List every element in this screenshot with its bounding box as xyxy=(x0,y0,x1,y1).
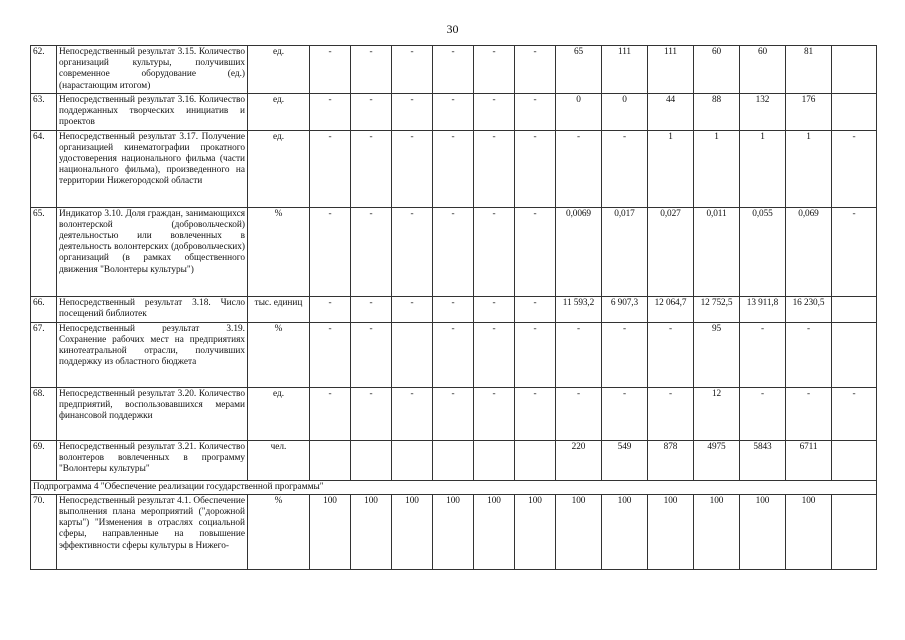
indicator-name: Непосредственный результат 3.16. Количество поддержанных творческих инициатив и проектов xyxy=(57,94,248,131)
value-cell: - xyxy=(392,94,433,131)
table-row xyxy=(31,387,877,440)
value-cell: - xyxy=(310,46,351,94)
value-cell: - xyxy=(474,322,515,387)
value-cell: 100 xyxy=(556,494,602,569)
value-cell: 13 911,8 xyxy=(740,296,786,322)
value-cell: 100 xyxy=(310,494,351,569)
value-cell: 878 xyxy=(648,440,694,480)
value-cell: 100 xyxy=(786,494,832,569)
value-cell: - xyxy=(310,130,351,207)
value-cell: - xyxy=(474,94,515,131)
value-cell: 100 xyxy=(351,494,392,569)
row-number: 67. xyxy=(31,322,57,387)
page-number: 30 xyxy=(446,22,459,36)
table-row xyxy=(31,94,877,131)
value-cell: - xyxy=(648,322,694,387)
value-cell: - xyxy=(474,387,515,440)
value-cell: - xyxy=(515,130,556,207)
indicator-name: Непосредственный результат 4.1. Обеспечение выполнения плана мероприятий ("дорожной карты") "Изменения в отраслях социальной сферы, направленные на повышение эффективности сферы культуры в Нижего- xyxy=(57,494,248,569)
value-cell: - xyxy=(351,296,392,322)
value-cell: - xyxy=(392,130,433,207)
value-cell: - xyxy=(556,322,602,387)
value-cell: - xyxy=(648,387,694,440)
value-cell: - xyxy=(351,130,392,207)
value-cell: 0,011 xyxy=(694,207,740,296)
table-body xyxy=(31,46,877,570)
indicator-name: Непосредственный результат 3.19. Сохранение рабочих мест на предприятиях кинотеатральной отрасли, получивших поддержку из областного бюджета xyxy=(57,322,248,387)
value-cell: - xyxy=(602,322,648,387)
unit-cell: ед. xyxy=(248,94,310,131)
value-cell: - xyxy=(433,46,474,94)
table-row xyxy=(31,322,877,387)
value-cell: 12 xyxy=(694,387,740,440)
value-cell: 100 xyxy=(433,494,474,569)
value-cell xyxy=(832,94,877,131)
value-cell: - xyxy=(351,94,392,131)
value-cell xyxy=(515,440,556,480)
value-cell: 111 xyxy=(648,46,694,94)
value-cell: - xyxy=(433,130,474,207)
row-number: 63. xyxy=(31,94,57,131)
value-cell: - xyxy=(310,322,351,387)
indicator-name: Непосредственный результат 3.18. Число посещений библиотек xyxy=(57,296,248,322)
value-cell: 6 907,3 xyxy=(602,296,648,322)
value-cell: 100 xyxy=(602,494,648,569)
value-cell: - xyxy=(786,387,832,440)
value-cell: 1 xyxy=(694,130,740,207)
value-cell: - xyxy=(392,296,433,322)
value-cell: 60 xyxy=(740,46,786,94)
table-row xyxy=(31,207,877,296)
value-cell: - xyxy=(602,130,648,207)
value-cell: 44 xyxy=(648,94,694,131)
value-cell: - xyxy=(351,46,392,94)
unit-cell: ед. xyxy=(248,130,310,207)
indicator-name: Непосредственный результат 3.17. Получение организацией кинематографии прокатного удостоверения национального фильма (части национального фильма), произведенного на территории Нижегородской области xyxy=(57,130,248,207)
value-cell: 100 xyxy=(474,494,515,569)
section-heading: Подпрограмма 4 "Обеспечение реализации государственной программы" xyxy=(31,480,877,494)
row-number: 68. xyxy=(31,387,57,440)
unit-cell: % xyxy=(248,494,310,569)
value-cell: - xyxy=(433,322,474,387)
value-cell xyxy=(392,322,433,387)
value-cell: 12 752,5 xyxy=(694,296,740,322)
value-cell: - xyxy=(310,387,351,440)
value-cell xyxy=(832,494,877,569)
value-cell: - xyxy=(474,296,515,322)
row-number: 66. xyxy=(31,296,57,322)
value-cell xyxy=(832,322,877,387)
value-cell: - xyxy=(740,387,786,440)
value-cell: - xyxy=(310,207,351,296)
value-cell: - xyxy=(832,387,877,440)
row-number: 69. xyxy=(31,440,57,480)
value-cell: 16 230,5 xyxy=(786,296,832,322)
value-cell: 12 064,7 xyxy=(648,296,694,322)
indicator-name: Непосредственный результат 3.21. Количество волонтеров вовлеченных в программу "Волонтеры культуры" xyxy=(57,440,248,480)
row-number: 62. xyxy=(31,46,57,94)
value-cell: - xyxy=(310,94,351,131)
table-row xyxy=(31,46,877,94)
value-cell: - xyxy=(310,296,351,322)
value-cell: - xyxy=(515,322,556,387)
value-cell xyxy=(433,440,474,480)
value-cell: 81 xyxy=(786,46,832,94)
value-cell: - xyxy=(786,322,832,387)
value-cell xyxy=(832,296,877,322)
value-cell: 0,055 xyxy=(740,207,786,296)
table-row xyxy=(31,296,877,322)
value-cell: 100 xyxy=(740,494,786,569)
value-cell: - xyxy=(351,322,392,387)
value-cell: - xyxy=(556,130,602,207)
value-cell: - xyxy=(556,387,602,440)
value-cell: - xyxy=(351,207,392,296)
value-cell: 4975 xyxy=(694,440,740,480)
value-cell: - xyxy=(392,207,433,296)
unit-cell: ед. xyxy=(248,46,310,94)
value-cell: - xyxy=(515,207,556,296)
indicators-table xyxy=(30,45,877,570)
value-cell: - xyxy=(515,46,556,94)
value-cell: - xyxy=(515,387,556,440)
value-cell: 6711 xyxy=(786,440,832,480)
value-cell: - xyxy=(474,130,515,207)
table-row xyxy=(31,494,877,569)
value-cell: 100 xyxy=(648,494,694,569)
section-row xyxy=(31,480,877,494)
value-cell: - xyxy=(474,46,515,94)
value-cell: 1 xyxy=(786,130,832,207)
value-cell: 0,017 xyxy=(602,207,648,296)
value-cell: - xyxy=(832,130,877,207)
value-cell: 11 593,2 xyxy=(556,296,602,322)
value-cell: 88 xyxy=(694,94,740,131)
value-cell: 100 xyxy=(515,494,556,569)
table-row xyxy=(31,130,877,207)
value-cell: 5843 xyxy=(740,440,786,480)
value-cell: 60 xyxy=(694,46,740,94)
value-cell xyxy=(310,440,351,480)
value-cell: 65 xyxy=(556,46,602,94)
value-cell xyxy=(474,440,515,480)
value-cell xyxy=(832,440,877,480)
value-cell: 0 xyxy=(556,94,602,131)
value-cell: 1 xyxy=(740,130,786,207)
value-cell: 0,069 xyxy=(786,207,832,296)
indicator-name: Индикатор 3.10. Доля граждан, занимающихся волонтерской (добровольческой) деятельностью или вовлеченных в деятельность волонтерских (добровольческих) организаций (в рамках общественного движения "Волонтеры культуры") xyxy=(57,207,248,296)
value-cell: - xyxy=(351,387,392,440)
table-row xyxy=(31,440,877,480)
value-cell: - xyxy=(392,46,433,94)
value-cell: 220 xyxy=(556,440,602,480)
value-cell: 549 xyxy=(602,440,648,480)
row-number: 70. xyxy=(31,494,57,569)
value-cell: - xyxy=(433,296,474,322)
value-cell: 176 xyxy=(786,94,832,131)
value-cell xyxy=(832,46,877,94)
unit-cell: чел. xyxy=(248,440,310,480)
value-cell: - xyxy=(433,94,474,131)
unit-cell: % xyxy=(248,322,310,387)
value-cell: - xyxy=(602,387,648,440)
value-cell: 0 xyxy=(602,94,648,131)
value-cell: - xyxy=(740,322,786,387)
value-cell: - xyxy=(433,207,474,296)
value-cell: 1 xyxy=(648,130,694,207)
value-cell: 111 xyxy=(602,46,648,94)
value-cell xyxy=(392,440,433,480)
value-cell: - xyxy=(515,94,556,131)
value-cell: 132 xyxy=(740,94,786,131)
unit-cell: ед. xyxy=(248,387,310,440)
value-cell: - xyxy=(392,387,433,440)
value-cell: - xyxy=(832,207,877,296)
value-cell: 0,0069 xyxy=(556,207,602,296)
value-cell: - xyxy=(515,296,556,322)
value-cell: - xyxy=(474,207,515,296)
unit-cell: % xyxy=(248,207,310,296)
unit-cell: тыс. единиц xyxy=(248,296,310,322)
value-cell: - xyxy=(433,387,474,440)
value-cell: 95 xyxy=(694,322,740,387)
indicator-name: Непосредственный результат 3.20. Количество предприятий, воспользовавшихся мерами финансовой поддержки xyxy=(57,387,248,440)
row-number: 64. xyxy=(31,130,57,207)
value-cell: 0,027 xyxy=(648,207,694,296)
indicator-name: Непосредственный результат 3.15. Количество организаций культуры, получивших современное оборудование (ед.) (нарастающим итогом) xyxy=(57,46,248,94)
value-cell: 100 xyxy=(694,494,740,569)
value-cell: 100 xyxy=(392,494,433,569)
value-cell xyxy=(351,440,392,480)
row-number: 65. xyxy=(31,207,57,296)
